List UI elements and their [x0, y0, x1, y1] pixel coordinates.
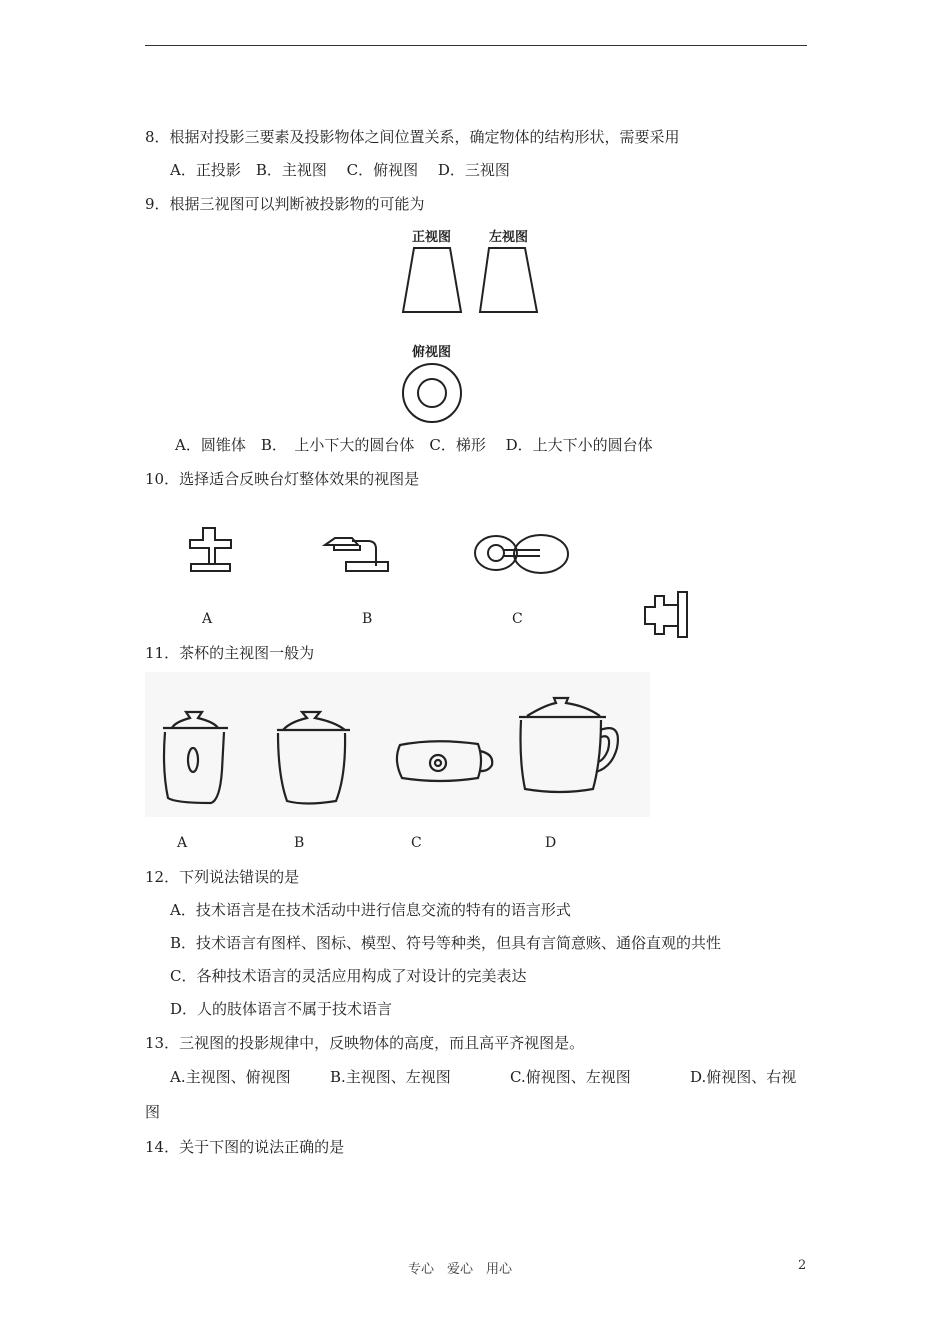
q12-option-c: C．各种技术语言的灵活应用构成了对设计的完美表达 [170, 967, 527, 985]
cup-figure-background [145, 672, 650, 817]
q9-options: A．圆锥体 B． 上小下大的圆台体 C．梯形 D．上大下小的圆台体 [175, 436, 653, 454]
q10-label-b: B [362, 611, 373, 627]
q10-label-a: A [202, 611, 213, 627]
footer-motto: 专心 爱心 用心 [408, 1262, 513, 1277]
q13-option-b: B.主视图、左视图 [330, 1068, 451, 1086]
q13-option-d-wrap: 图 [145, 1103, 161, 1121]
front-view-label: 正视图 [412, 230, 452, 245]
q13-option-a: A.主视图、俯视图 [170, 1068, 291, 1086]
q12-stem: 12．下列说法错误的是 [145, 868, 300, 886]
q12-option-d: D．人的肢体语言不属于技术语言 [170, 1000, 393, 1018]
q11-stem: 11．茶杯的主视图一般为 [145, 644, 315, 662]
top-view-label: 俯视图 [412, 345, 452, 360]
page-number: 2 [798, 1258, 807, 1273]
q8-stem: 8．根据对投影三要素及投影物体之间位置关系，确定物体的结构形状，需要采用 [145, 128, 680, 146]
q13-option-d: D.俯视图、右视 [690, 1068, 797, 1086]
q11-label-c: C [411, 835, 422, 851]
q12-option-a: A．技术语言是在技术活动中进行信息交流的特有的语言形式 [170, 901, 571, 919]
q12-option-b: B．技术语言有图样、图标、模型、符号等种类，但具有言简意赅、通俗直观的共性 [170, 934, 722, 952]
q10-stem: 10．选择适合反映台灯整体效果的视图是 [145, 470, 420, 488]
q14-stem: 14．关于下图的说法正确的是 [145, 1138, 345, 1156]
q11-label-d: D [545, 835, 557, 851]
q10-label-c: C [512, 611, 523, 627]
q9-stem: 9．根据三视图可以判断被投影物的可能为 [145, 195, 425, 213]
q13-stem: 13．三视图的投影规律中，反映物体的高度，而且高平齐视图是。 [145, 1034, 585, 1052]
q11-label-b: B [294, 835, 305, 851]
q8-options: A．正投影 B．主视图 C．俯视图 D．三视图 [170, 161, 510, 179]
left-view-label: 左视图 [489, 230, 529, 245]
q11-label-a: A [177, 835, 188, 851]
q13-option-c: C.俯视图、左视图 [510, 1068, 631, 1086]
